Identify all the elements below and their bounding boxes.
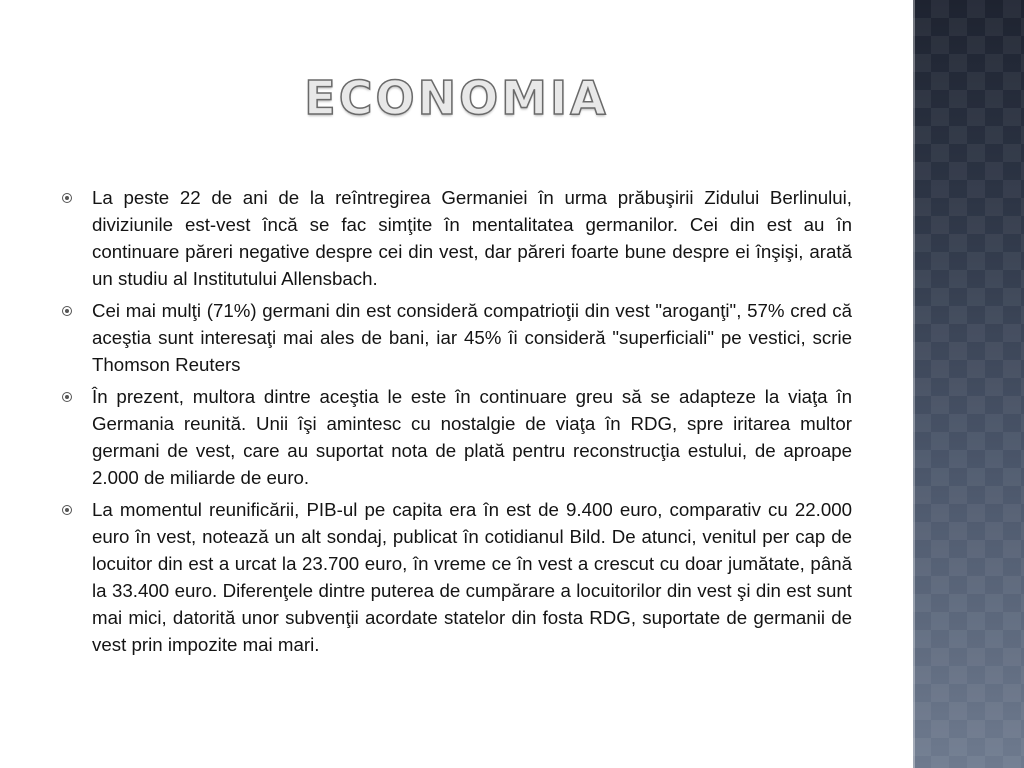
list-item <box>62 496 852 658</box>
decorative-side-panel <box>913 0 1024 768</box>
bullet-text: Cei mai mulţi (71%) germani din est consideră compatrioţii din vest "aroganţi", 57% cred că aceştia sunt interesaţi mai ales de bani, iar 45% îi consideră "superficiali" pe vestici, scrie Thomson Reuters <box>92 300 852 375</box>
circle-bullet-icon <box>62 505 72 515</box>
list-item <box>62 383 852 491</box>
list-item <box>62 297 852 378</box>
list-item <box>62 184 852 292</box>
bullet-text: În prezent, multora dintre aceştia le este în continuare greu să se adapteze la viaţa în Germania reunită. Unii îşi amintesc cu nostalgie de viaţa în RDG, spre iritarea multor germani de vest, care au suportat nota de plată pentru reconstrucţia estului, de aproape 2.000 de miliarde de euro. <box>92 386 852 488</box>
slide-body <box>62 184 852 663</box>
bullet-list <box>62 184 852 658</box>
circle-bullet-icon <box>62 392 72 402</box>
slide-title: ECONOMIA <box>304 71 609 125</box>
circle-bullet-icon <box>62 193 72 203</box>
circle-bullet-icon <box>62 306 72 316</box>
bullet-text: La peste 22 de ani de la reîntregirea Germaniei în urma prăbuşirii Zidului Berlinului, diviziunile est-vest încă se fac simţite în mentalitatea germanilor. Cei din est au în continuare păreri negative despre cei din vest, dar păreri foarte bune despre ei înşişi, arată un studiu al Institutului Allensbach. <box>92 187 852 289</box>
bullet-text: La momentul reunificării, PIB-ul pe capita era în est de 9.400 euro, comparativ cu 22.000 euro în vest, notează un alt sondaj, publicat în cotidianul Bild. De atunci, venitul per cap de locuitor din est a urcat la 23.700 euro, în vreme ce în vest a crescut cu doar jumătate, până la 33.400 euro. Diferenţele dintre puterea de cumpărare a locuitorilor din vest şi din est sunt mai mici, datorită unor subvenţii acordate statelor din fosta RDG, suportate de germanii de vest prin impozite mai mari. <box>92 499 852 655</box>
